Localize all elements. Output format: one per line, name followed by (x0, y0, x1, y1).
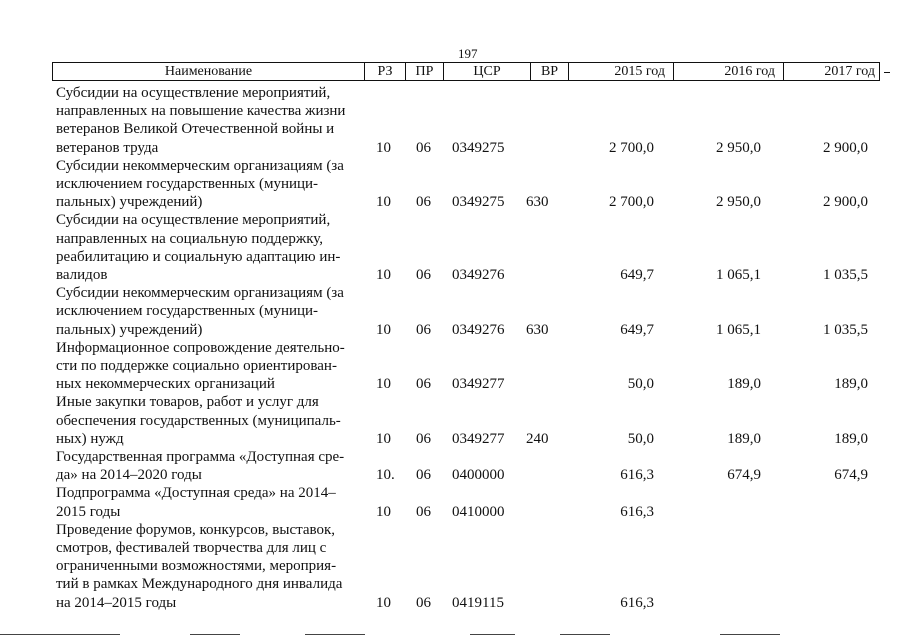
row-name: Субсидии на осуществление мероприятий, направленных на социальную поддержку, реабилитацию и социальную адаптацию ин- валидов (56, 212, 341, 284)
row-vr: 630 (526, 194, 549, 211)
table-row (56, 284, 886, 339)
row-2017: 189,0 (834, 376, 868, 393)
row-2015: 616,3 (620, 594, 654, 611)
row-2016: 189,0 (727, 376, 761, 393)
row-rz: 10 (376, 194, 391, 211)
row-rz: 10 (376, 267, 391, 284)
row-rz: 10 (376, 139, 391, 156)
table-row (56, 157, 886, 212)
row-2015: 616,3 (620, 467, 654, 484)
row-rz: 10 (376, 376, 391, 393)
table-row (56, 84, 886, 157)
row-2016: 1 065,1 (716, 267, 761, 284)
row-csr: 0349276 (452, 321, 505, 338)
row-rz: 10 (376, 321, 391, 338)
row-2017: 2 900,0 (823, 139, 868, 156)
footer-rule (0, 634, 120, 635)
row-rz: 10 (376, 503, 391, 520)
row-csr: 0410000 (452, 503, 505, 520)
row-2015: 649,7 (620, 321, 654, 338)
table-body (56, 84, 886, 612)
row-csr: 0400000 (452, 467, 505, 484)
row-csr: 0349277 (452, 376, 505, 393)
page-number: 197 (458, 46, 478, 61)
row-rz: 10. (376, 467, 395, 484)
footer-rule (305, 634, 365, 635)
header-2015: 2015 год (569, 63, 674, 80)
table-row (56, 211, 886, 284)
table-row (56, 448, 886, 484)
row-csr: 0419115 (452, 594, 504, 611)
footer-rule (190, 634, 240, 635)
row-pr: 06 (416, 194, 431, 211)
row-pr: 06 (416, 503, 431, 520)
row-rz: 10 (376, 430, 391, 447)
row-name: Иные закупки товаров, работ и услуг для обеспечения государственных (муниципаль- ных) нужд (56, 394, 341, 447)
row-pr: 06 (416, 139, 431, 156)
table-row (56, 484, 886, 520)
row-2017: 189,0 (834, 430, 868, 447)
row-name: Государственная программа «Доступная сре- да» на 2014–2020 годы (56, 449, 345, 484)
row-2016: 2 950,0 (716, 139, 761, 156)
header-vr: ВР (531, 63, 569, 80)
margin-dash (884, 72, 890, 73)
header-csr: ЦСР (444, 63, 531, 80)
footer-rule (720, 634, 780, 635)
footer-rule (470, 634, 515, 635)
header-rz: РЗ (365, 63, 406, 80)
table-row (56, 339, 886, 394)
header-pr: ПР (406, 63, 444, 80)
row-2017: 674,9 (834, 467, 868, 484)
row-pr: 06 (416, 467, 431, 484)
row-name: Субсидии некоммерческим организациям (за исключением государственных (муници- пальных) учреждений) (56, 157, 344, 211)
row-name: Субсидии некоммерческим организациям (за исключением государственных (муници- пальных) учреждений) (56, 285, 344, 338)
row-2015: 50,0 (627, 430, 654, 447)
table-row (56, 521, 886, 612)
row-name: Проведение форумов, конкурсов, выставок, смотров, фестивалей творчества для лиц с ограниченными возможностями, мероприя- тий в рамках Международного дня инвалида на 2014–2015 годы (56, 521, 343, 611)
row-2015: 2 700,0 (609, 139, 654, 156)
table-header (52, 62, 880, 81)
row-2015: 2 700,0 (609, 194, 654, 211)
row-pr: 06 (416, 321, 431, 338)
row-csr: 0349275 (452, 194, 505, 211)
row-pr: 06 (416, 267, 431, 284)
row-2017: 2 900,0 (823, 194, 868, 211)
row-2015: 649,7 (620, 267, 654, 284)
row-2017: 1 035,5 (823, 321, 868, 338)
row-name: Информационное сопровождение деятельно- сти по поддержке социально ориентирован- ных некоммерческих организаций (56, 339, 345, 393)
row-pr: 06 (416, 594, 431, 611)
row-name: Подпрограмма «Доступная среда» на 2014– 2015 годы (56, 485, 336, 520)
row-2016: 674,9 (727, 467, 761, 484)
row-name: Субсидии на осуществление мероприятий, направленных на повышение качества жизни ветеранов Великой Отечественной войны и ветеранов труда (56, 85, 346, 156)
row-2016: 2 950,0 (716, 194, 761, 211)
row-csr: 0349277 (452, 430, 505, 447)
row-2015: 616,3 (620, 503, 654, 520)
header-2016: 2016 год (674, 63, 784, 80)
row-csr: 0349275 (452, 139, 505, 156)
row-vr: 240 (526, 430, 549, 447)
header-2017: 2017 год (824, 64, 875, 79)
footer-rule (560, 634, 610, 635)
table-row (56, 393, 886, 448)
row-rz: 10 (376, 594, 391, 611)
row-csr: 0349276 (452, 267, 505, 284)
row-pr: 06 (416, 430, 431, 447)
row-vr: 630 (526, 321, 549, 338)
row-2016: 189,0 (727, 430, 761, 447)
row-2015: 50,0 (627, 376, 654, 393)
header-name: Наименование (53, 63, 365, 80)
row-pr: 06 (416, 376, 431, 393)
row-2016: 1 065,1 (716, 321, 761, 338)
row-2017: 1 035,5 (823, 267, 868, 284)
